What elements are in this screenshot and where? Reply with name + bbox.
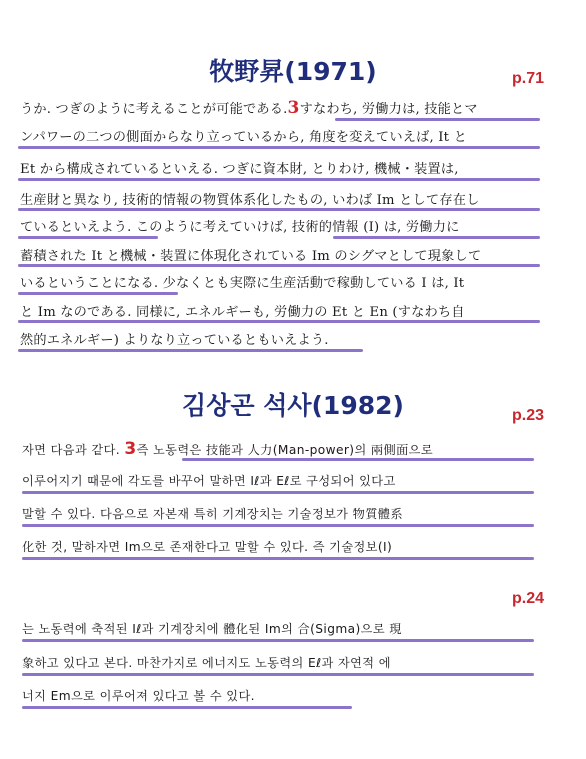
highlight-underline bbox=[22, 524, 534, 527]
text-line: 이루어지기 때문에 각도를 바꾸어 말하면 Iℓ과 Eℓ로 구성되어 있다고 bbox=[22, 474, 396, 488]
highlight-underline bbox=[182, 458, 534, 461]
highlight-underline bbox=[18, 292, 178, 295]
text-line: 는 노동력에 축적된 Iℓ과 기계장치에 體化된 Im의 合(Sigma)으로 現 bbox=[22, 622, 402, 636]
text-line: 너지 Em으로 이루어져 있다고 볼 수 있다. bbox=[22, 689, 255, 703]
text-line: ンパワーの二つの側面からなり立っているから, 角度を変えていえば, It と bbox=[20, 130, 467, 145]
page-number-p23: p.23 bbox=[512, 407, 545, 424]
text-line: Et から構成されているといえる. つぎに資本財, とりわけ, 機械・装置は, bbox=[20, 162, 459, 177]
highlight-underline bbox=[22, 639, 534, 642]
text-segment: 즉 노동력은 技能과 人力(Man-power)의 兩側面으로 bbox=[136, 443, 434, 457]
text-line: 象하고 있다고 본다. 마찬가지로 에너지도 노동력의 Eℓ과 자연적 에 bbox=[22, 656, 391, 670]
highlight-underline bbox=[18, 236, 158, 239]
highlight-underline bbox=[18, 146, 540, 149]
highlight-underline bbox=[18, 264, 540, 267]
section-title-kim: 김상곤 석사(1982) bbox=[182, 391, 404, 420]
text-line bbox=[20, 98, 478, 118]
page-number-p71: p.71 bbox=[512, 70, 545, 87]
highlight-underline bbox=[22, 557, 534, 560]
highlight-underline bbox=[22, 673, 534, 676]
text-line: 化한 것, 말하자면 Im으로 존재한다고 말할 수 있다. 즉 기술정보(I) bbox=[22, 540, 393, 554]
highlight-underline bbox=[22, 491, 534, 494]
marker-number: 3 bbox=[287, 98, 300, 118]
highlight-underline bbox=[22, 706, 352, 709]
text-line bbox=[22, 439, 433, 459]
text-line: いるということになる. 少なくとも実際に生産活動で稼動している I は, It bbox=[20, 276, 465, 291]
highlight-underline bbox=[18, 349, 363, 352]
page-number-p24: p.24 bbox=[512, 590, 545, 607]
text-segment: すなわち, 労働力は, 技能とマ bbox=[299, 102, 478, 117]
section-title-makino: 牧野昇(1971) bbox=[209, 57, 377, 86]
highlight-underline bbox=[18, 208, 540, 211]
highlight-underline bbox=[18, 178, 540, 181]
text-line: ているといえよう. このように考えていけば, 技術的情報 (I) は, 労働力に bbox=[20, 220, 460, 235]
text-line: 蓄積された It と機械・装置に体現化されている Im のシグマとして現象して bbox=[20, 249, 482, 264]
text-line: 말할 수 있다. 다음으로 자본재 특히 기계장치는 기술정보가 物質體系 bbox=[22, 507, 403, 521]
highlight-underline bbox=[335, 118, 540, 121]
text-segment: 자면 다음과 같다. bbox=[22, 443, 121, 457]
text-line: と Im なのである. 同様に, エネルギーも, 労働力の Et と En (すなわち自 bbox=[20, 305, 465, 320]
marker-number: 3 bbox=[124, 439, 137, 459]
text-line: 然的エネルギー) よりなり立っているともいえよう. bbox=[20, 333, 329, 348]
highlight-underline bbox=[18, 320, 540, 323]
text-segment: うか. つぎのように考えることが可能である. bbox=[20, 102, 288, 117]
text-line: 生産財と異なり, 技術的情報の物質体系化したもの, いわば Im として存在し bbox=[20, 193, 480, 208]
highlight-underline bbox=[333, 236, 540, 239]
